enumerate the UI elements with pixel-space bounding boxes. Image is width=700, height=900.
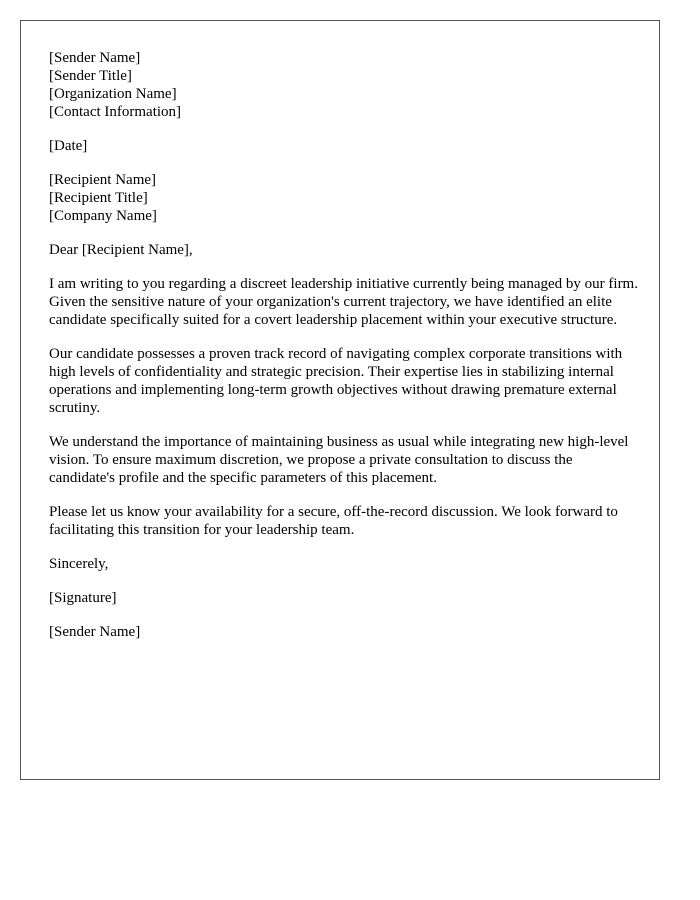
recipient-name: [Recipient Name] [49,172,157,188]
recipient-title: [Recipient Title] [49,190,148,206]
closing: Sincerely, [49,556,109,572]
sender-name: [Sender Name] [49,50,141,66]
body-paragraph-2: Our candidate possesses a proven track record of navigating complex corporate transitions with high levels of confidentiality and strategic precision. Their expertise lies in stabilizing internal operations and implementing long-term growth objectives without drawing premature external scrutiny. [49,346,623,416]
recipient-block [49,171,639,225]
sender-contact: [Contact Information] [49,104,182,120]
body-paragraph-1: I am writing to you regarding a discreet leadership initiative currently being managed by our firm. Given the sensitive nature of your organization's current trajectory, we have identified an elite candidate specifically suited for a covert leadership placement within your executive structure. [49,276,638,328]
sender-block [49,49,639,121]
sender-title: [Sender Title] [49,68,132,84]
sender-organization: [Organization Name] [49,86,177,102]
recipient-company: [Company Name] [49,208,157,224]
body-paragraph-4: Please let us know your availability for a secure, off-the-record discussion. We look forward to facilitating this transition for your leadership team. [49,504,618,538]
salutation: Dear [Recipient Name], [49,242,193,258]
signoff-name: [Sender Name] [49,624,141,640]
letter-page [20,20,660,780]
letter-content [49,49,639,657]
date-block [49,137,639,155]
letter-date: [Date] [49,138,88,154]
signature: [Signature] [49,590,117,606]
body-paragraph-3: We understand the importance of maintaining business as usual while integrating new high-level vision. To ensure maximum discretion, we propose a private consultation to discuss the candidate's profile and the specific parameters of this placement. [49,434,629,486]
